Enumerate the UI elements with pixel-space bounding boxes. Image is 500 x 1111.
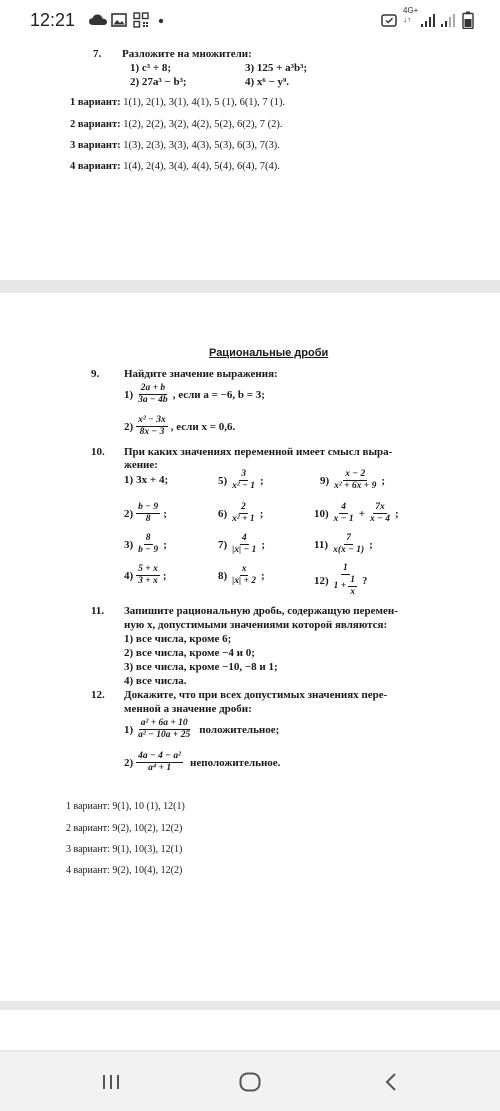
- status-bar: [0, 0, 500, 40]
- variant-line: 4 вариант: 9(2), 10(4), 12(2): [66, 865, 183, 876]
- numerator: 8: [145, 533, 151, 543]
- fraction: [332, 502, 356, 525]
- q9-title: Найдите значение выражения:: [124, 368, 278, 380]
- fraction: [331, 533, 366, 556]
- q7-title: Разложите на множители:: [122, 48, 252, 60]
- variant-line: [70, 119, 282, 130]
- q10-item-4: [124, 564, 167, 587]
- section-heading: Рациональные дроби: [209, 347, 329, 359]
- document-page-1: [0, 40, 500, 280]
- fraction: [332, 469, 378, 492]
- q7-item-3: 3) 125 + a³b³;: [245, 62, 308, 74]
- fraction: [230, 533, 258, 556]
- denominator: 3a − 4b: [138, 395, 168, 405]
- denominator: a² − 10a + 25: [138, 730, 191, 740]
- numerator: 4: [341, 502, 347, 512]
- fraction: [230, 469, 257, 492]
- tail: ;: [259, 507, 264, 520]
- numerator: x² − 3x: [138, 415, 166, 425]
- q11-line: 3) все числа, кроме −10, −8 и 1;: [124, 661, 278, 673]
- denominator: 8: [145, 514, 151, 524]
- denominator: |x| − 1: [232, 545, 257, 555]
- item-label: 6): [218, 507, 228, 520]
- numerator: 4a − 4 − a²: [138, 751, 182, 761]
- q7-item-4: 4) x⁶ − y⁹.: [245, 76, 290, 88]
- tail: ;: [163, 538, 167, 551]
- item-label: 2): [124, 420, 134, 433]
- q12-item-2: [124, 751, 280, 774]
- variant-label: 2 вариант:: [70, 119, 121, 130]
- q10-item-5: [218, 469, 264, 492]
- numerator: 2: [241, 502, 246, 512]
- condition: , если x = 0,6.: [170, 420, 236, 433]
- item-label: 11): [314, 538, 329, 551]
- variant-line: 2 вариант: 9(2), 10(2), 12(2): [66, 823, 183, 834]
- network-type: 4G+: [403, 6, 419, 15]
- status-time: 12:21: [30, 10, 76, 30]
- q11-line: 1) все числа, кроме 6;: [124, 633, 232, 645]
- variant-line: [70, 97, 285, 108]
- q12-line-2: менной a значение дроби:: [124, 703, 252, 715]
- q9-number: 9.: [91, 368, 100, 380]
- numerator: x − 2: [345, 469, 366, 479]
- nested-fraction: [348, 575, 357, 598]
- signal-icon-2: [440, 12, 456, 28]
- q10-item-9: [320, 469, 385, 492]
- denominator: b − 9: [138, 545, 159, 555]
- variant-value: 1(3), 2(3), 3(3), 4(3), 5(3), 6(3), 7(3).: [123, 140, 280, 151]
- fraction: [136, 415, 168, 438]
- numerator: 5 + x: [138, 564, 158, 574]
- denominator: x(x − 1): [333, 545, 365, 555]
- variant-value: 1(1), 2(1), 3(1), 4(1), 5 (1), 6(1), 7 (1).: [123, 97, 286, 108]
- fraction: [136, 533, 160, 556]
- denominator: a⁴ + 1: [148, 763, 172, 773]
- q10-item-10: [314, 502, 399, 525]
- fraction: [136, 751, 183, 774]
- denominator: |x| + 2: [232, 576, 257, 586]
- variant-line: 1 вариант: 9(1), 10 (1), 12(1): [66, 801, 185, 812]
- variant-value: 1(2), 2(2), 3(2), 4(2), 5(2), 6(2), 7 (2).: [123, 119, 283, 130]
- q10-item-3: [124, 533, 167, 556]
- q9-item-2: [124, 415, 235, 438]
- numerator: a² + 6a + 10: [140, 718, 188, 728]
- tail: ;: [369, 538, 373, 551]
- item-label: 1): [124, 723, 134, 736]
- q12-item-1: [124, 718, 279, 741]
- recents-icon[interactable]: [99, 1070, 123, 1094]
- tail: ;: [261, 569, 265, 582]
- fraction: [230, 502, 257, 525]
- qr-code-icon: [133, 12, 149, 28]
- denominator: 8x − 3: [139, 427, 165, 437]
- expression-property: положительное;: [199, 723, 280, 736]
- item-label: 7): [218, 538, 228, 551]
- network-indicator: [403, 6, 418, 24]
- q10-item-8: [218, 564, 265, 587]
- denominator: [332, 575, 359, 598]
- denominator: x: [350, 587, 355, 597]
- q12-line-1: Докажите, что при всех допустимых значениях пере-: [124, 689, 388, 701]
- q11-line: 4) все числа.: [124, 675, 187, 687]
- tail: ;: [260, 474, 264, 487]
- navigation-bar: [0, 1052, 500, 1111]
- q10-item-1: [124, 474, 168, 486]
- tail: ;: [394, 507, 399, 520]
- variant-label: 3 вариант:: [70, 140, 121, 151]
- item-label: 12): [314, 574, 329, 587]
- notification-dot-icon: [157, 12, 165, 28]
- fraction: [230, 564, 258, 587]
- cloud-icon: [88, 12, 108, 28]
- document-page-2: [0, 293, 500, 1001]
- numerator: 4: [241, 533, 247, 543]
- expression-property: неположительное.: [190, 756, 281, 769]
- numerator: b − 9: [138, 502, 159, 512]
- numerator: 1: [342, 563, 348, 573]
- fraction: [136, 502, 160, 525]
- numerator: 1: [350, 575, 355, 585]
- expression: 3x + 4;: [136, 474, 169, 486]
- denominator: x − 4: [369, 514, 390, 524]
- q7-number: 7.: [93, 48, 102, 60]
- fraction: [136, 383, 170, 406]
- item-label: 2): [124, 756, 134, 769]
- item-label: 3): [124, 538, 134, 551]
- tail: ;: [163, 507, 167, 520]
- signal-icon-1: [420, 12, 436, 28]
- denominator-prefix: 1 +: [333, 581, 347, 591]
- item-label: 10): [314, 507, 329, 520]
- q9-item-1: [124, 383, 265, 406]
- q10-item-12: [314, 563, 367, 598]
- numerator: 7: [346, 533, 351, 543]
- alarm-icon: [380, 12, 398, 28]
- q11-number: 11.: [91, 605, 105, 617]
- item-label: 5): [218, 474, 228, 487]
- numerator: 3: [241, 469, 246, 479]
- battery-icon: [462, 11, 474, 29]
- network-activity: ↓↑: [403, 15, 411, 24]
- numerator: x: [241, 564, 247, 574]
- tail: ;: [162, 569, 167, 582]
- q12-number: 12.: [91, 689, 105, 701]
- fraction: [332, 563, 359, 598]
- item-label: 9): [320, 474, 330, 487]
- denominator: x² + 1: [232, 514, 255, 524]
- tail: ?: [361, 574, 368, 587]
- image-icon: [111, 12, 127, 28]
- variant-line: [70, 140, 280, 151]
- plus-sign: +: [358, 507, 365, 520]
- variant-line: 3 вариант: 9(1), 10(3), 12(1): [66, 844, 183, 855]
- numerator: 2a + b: [140, 383, 166, 393]
- q11-line: ную x, допустимыми значениями которой являются:: [124, 619, 388, 631]
- item-label: 1): [124, 388, 134, 401]
- q7-item-2: 2) 27a³ − b³;: [130, 76, 187, 88]
- condition: , если a = −6, b = 3;: [172, 388, 265, 401]
- q10-item-6: [218, 502, 263, 525]
- q11-line: Запишите рациональную дробь, содержащую перемен-: [124, 605, 398, 617]
- denominator: x² − 1: [232, 481, 256, 491]
- q10-item-7: [218, 533, 265, 556]
- variant-line: [70, 161, 280, 172]
- denominator: 3 + x: [138, 576, 158, 586]
- q10-item-2: [124, 502, 167, 525]
- tail: ;: [381, 474, 386, 487]
- q7-item-1: 1) c³ + 8;: [130, 62, 172, 74]
- denominator: x² + 6x + 9: [334, 481, 377, 491]
- variant-label: 1 вариант:: [70, 97, 121, 108]
- tail: ;: [261, 538, 266, 551]
- fraction: [136, 564, 160, 587]
- item-label: 4): [124, 569, 134, 582]
- item-label: 2): [124, 507, 134, 520]
- variant-value: 1(4), 2(4), 3(4), 4(4), 5(4), 6(4), 7(4).: [123, 161, 280, 172]
- q10-line-1: При каких значениях переменной имеет смысл выра-: [124, 446, 393, 458]
- item-label: 8): [218, 569, 228, 582]
- back-icon[interactable]: [380, 1070, 404, 1094]
- variant-label: 4 вариант:: [70, 161, 121, 172]
- fraction: [368, 502, 392, 525]
- denominator: x − 1: [333, 514, 354, 524]
- document-page-3: [0, 1010, 500, 1050]
- fraction: [136, 718, 192, 741]
- q10-number: 10.: [91, 446, 105, 458]
- q11-line: 2) все числа, кроме −4 и 0;: [124, 647, 255, 659]
- numerator: 7x: [375, 502, 385, 512]
- q10-line-2: жение:: [124, 459, 158, 471]
- home-icon[interactable]: [238, 1070, 262, 1094]
- q10-item-11: [314, 533, 373, 556]
- item-label: 1): [124, 474, 134, 486]
